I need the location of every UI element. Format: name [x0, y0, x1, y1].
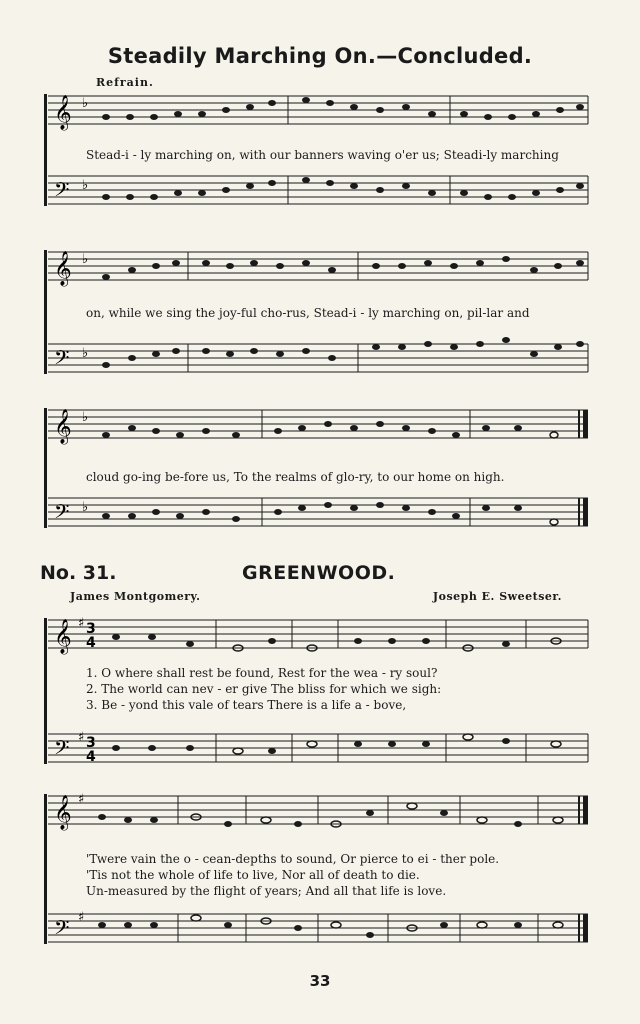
- svg-text:♭: ♭: [82, 500, 89, 515]
- verse-line-1-stanza-3: 3. Be - yond this vale of tears There is a life a - bove,: [86, 698, 407, 712]
- svg-text:♯: ♯: [78, 616, 85, 631]
- hymn-title: GREENWOOD.: [242, 562, 396, 584]
- svg-text:♭: ♭: [82, 346, 89, 361]
- svg-text:𝄞: 𝄞: [54, 251, 72, 286]
- svg-text:♭: ♭: [82, 410, 89, 425]
- svg-text:♭: ♭: [82, 178, 89, 193]
- hymn-author: James Montgomery.: [70, 590, 201, 603]
- svg-text:𝄢: 𝄢: [54, 916, 70, 944]
- song-title: Steadily Marching On.—Concluded.: [107, 44, 533, 68]
- verse-line-2-stanza-1: 'Twere vain the o - cean-depths to sound, Or pierce to ei - ther pole.: [86, 852, 500, 866]
- svg-text:𝄞: 𝄞: [54, 409, 72, 444]
- lyric-line-1: Stead-i - ly marching on, with our banners waving o'er us; Steadi-ly marching: [86, 148, 559, 162]
- lyric-line-2: on, while we sing the joy-ful cho-rus, Stead-i - ly marching on, pil-lar and: [86, 306, 530, 320]
- svg-text:𝄢: 𝄢: [54, 346, 70, 374]
- svg-text:3: 3: [86, 735, 96, 751]
- page-number: 33: [309, 972, 331, 990]
- svg-text:𝄢: 𝄢: [54, 178, 70, 206]
- svg-text:♯: ♯: [78, 792, 85, 807]
- hymn-number: No. 31.: [40, 562, 117, 584]
- lyric-line-3: cloud go-ing be-fore us, To the realms of glo-ry, to our home on high.: [86, 470, 505, 484]
- svg-text:♭: ♭: [82, 252, 89, 267]
- svg-text:𝄢: 𝄢: [54, 736, 70, 764]
- svg-text:♯: ♯: [78, 730, 85, 745]
- svg-text:𝄞: 𝄞: [54, 619, 72, 654]
- verse-line-2-stanza-3: Un-measured by the flight of years; And all that life is love.: [86, 884, 447, 898]
- verse-line-2-stanza-2: 'Tis not the whole of life to live, Nor all of death to die.: [86, 868, 420, 882]
- svg-text:3: 3: [86, 621, 96, 637]
- svg-text:4: 4: [86, 749, 96, 765]
- svg-text:4: 4: [86, 635, 96, 651]
- svg-text:♯: ♯: [78, 910, 85, 925]
- refrain-label: Refrain.: [96, 76, 154, 89]
- svg-text:♭: ♭: [82, 96, 89, 111]
- verse-line-1-stanza-2: 2. The world can nev - er give The bliss for which we sigh:: [86, 682, 442, 696]
- verse-line-1-stanza-1: 1. O where shall rest be found, Rest for the wea - ry soul?: [86, 666, 438, 680]
- svg-text:𝄞: 𝄞: [54, 95, 72, 130]
- svg-text:𝄢: 𝄢: [54, 500, 70, 528]
- hymn-composer: Joseph E. Sweetser.: [432, 590, 562, 603]
- svg-text:𝄞: 𝄞: [54, 795, 72, 830]
